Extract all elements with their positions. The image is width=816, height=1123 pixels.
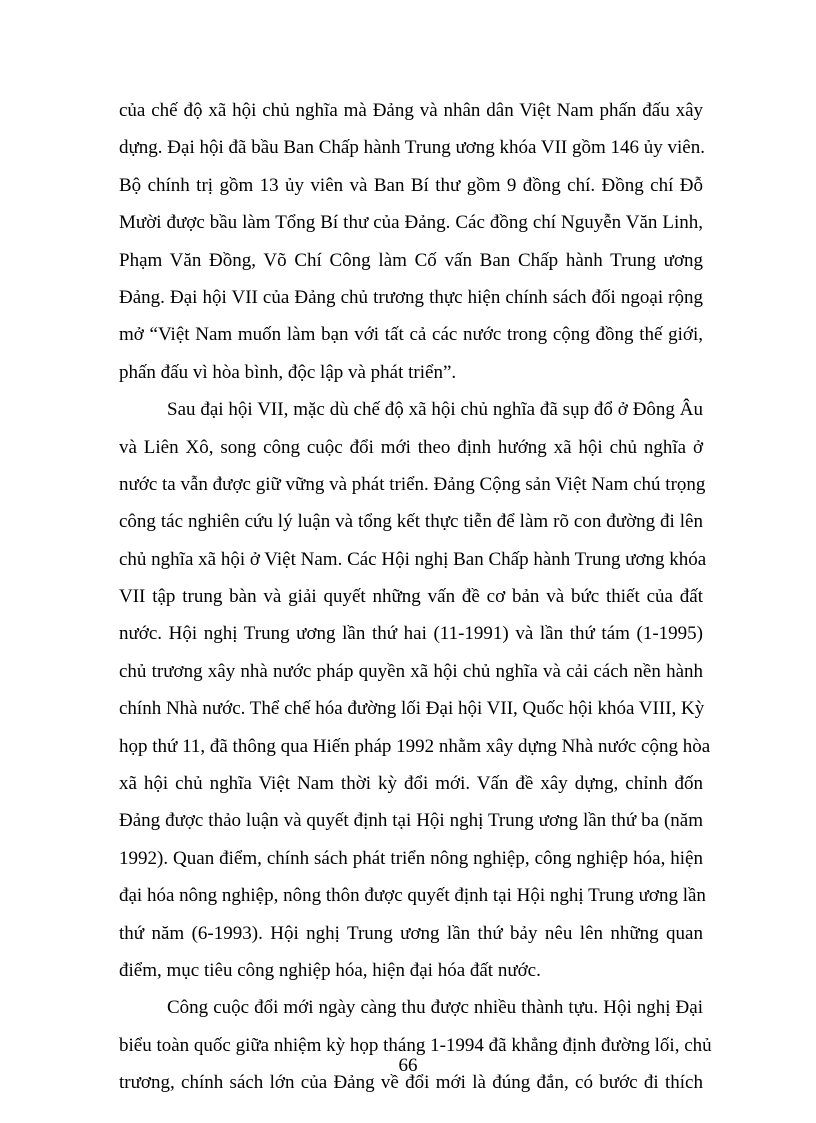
text-line: phấn đấu vì hòa bình, độc lập và phát triển”. — [119, 362, 457, 383]
text-line: Phạm Văn Đồng, Võ Chí Công làm Cố vấn Ban Chấp hành Trung ương — [119, 250, 703, 271]
text-line: công tác nghiên cứu lý luận và tổng kết thực tiễn để làm rõ con đường đi lên — [119, 511, 703, 532]
text-line: chính Nhà nước. Thể chế hóa đường lối Đại hội VII, Quốc hội khóa VIII, Kỳ — [119, 698, 705, 719]
text-line: dựng. Đại hội đã bầu Ban Chấp hành Trung ương khóa VII gồm 146 ủy viên. — [119, 137, 705, 158]
text-line: chủ nghĩa xã hội ở Việt Nam. Các Hội nghị Ban Chấp hành Trung ương khóa — [119, 549, 707, 570]
text-line: họp thứ 11, đã thông qua Hiến pháp 1992 nhằm xây dựng Nhà nước cộng hòa — [119, 736, 711, 757]
text-line: điểm, mục tiêu công nghiệp hóa, hiện đại hóa đất nước. — [119, 960, 541, 981]
text-line: VII tập trung bàn và giải quyết những vấn đề cơ bản và bức thiết của đất — [119, 586, 703, 607]
text-line: Bộ chính trị gồm 13 ủy viên và Ban Bí thư gồm 9 đồng chí. Đồng chí Đỗ — [119, 175, 703, 196]
page-number: 66 — [398, 1055, 418, 1076]
text-line: thứ năm (6-1993). Hội nghị Trung ương lần thứ bảy nêu lên những quan — [119, 923, 703, 944]
text-line: nước. Hội nghị Trung ương lần thứ hai (11-1991) và lần thứ tám (1-1995) — [119, 623, 703, 644]
text-line: mở “Việt Nam muốn làm bạn với tất cả các nước trong cộng đồng thế giới, — [119, 324, 703, 345]
text-line: Sau đại hội VII, mặc dù chế độ xã hội chủ nghĩa đã sụp đổ ở Đông Âu — [167, 399, 703, 420]
text-line: 1992). Quan điểm, chính sách phát triển nông nghiệp, công nghiệp hóa, hiện — [119, 848, 703, 869]
text-line: nước ta vẫn được giữ vững và phát triển. Đảng Cộng sản Việt Nam chú trọng — [119, 474, 706, 495]
text-line: của chế độ xã hội chủ nghĩa mà Đảng và nhân dân Việt Nam phấn đấu xây — [119, 100, 703, 121]
text-line: và Liên Xô, song công cuộc đổi mới theo định hướng xã hội chủ nghĩa ở — [119, 437, 703, 458]
text-line: đại hóa nông nghiệp, nông thôn được quyết định tại Hội nghị Trung ương lần — [119, 885, 706, 906]
text-line: Công cuộc đổi mới ngày càng thu được nhiều thành tựu. Hội nghị Đại — [167, 997, 703, 1018]
text-line: biểu toàn quốc giữa nhiệm kỳ họp tháng 1-1994 đã khẳng định đường lối, chủ — [119, 1035, 712, 1056]
text-line: chủ trương xây nhà nước pháp quyền xã hội chủ nghĩa và cải cách nền hành — [119, 661, 703, 682]
text-line: Đảng được thảo luận và quyết định tại Hội nghị Trung ương lần thứ ba (năm — [119, 810, 703, 831]
text-line: Đảng. Đại hội VII của Đảng chủ trương thực hiện chính sách đối ngoại rộng — [119, 287, 703, 308]
text-line: xã hội chủ nghĩa Việt Nam thời kỳ đổi mới. Vấn đề xây dựng, chỉnh đốn — [119, 773, 703, 794]
text-line: trương, chính sách lớn của Đảng về đổi mới là đúng đắn, có bước đi thích — [119, 1072, 703, 1093]
text-line: Mười được bầu làm Tổng Bí thư của Đảng. Các đồng chí Nguyễn Văn Linh, — [119, 212, 703, 233]
